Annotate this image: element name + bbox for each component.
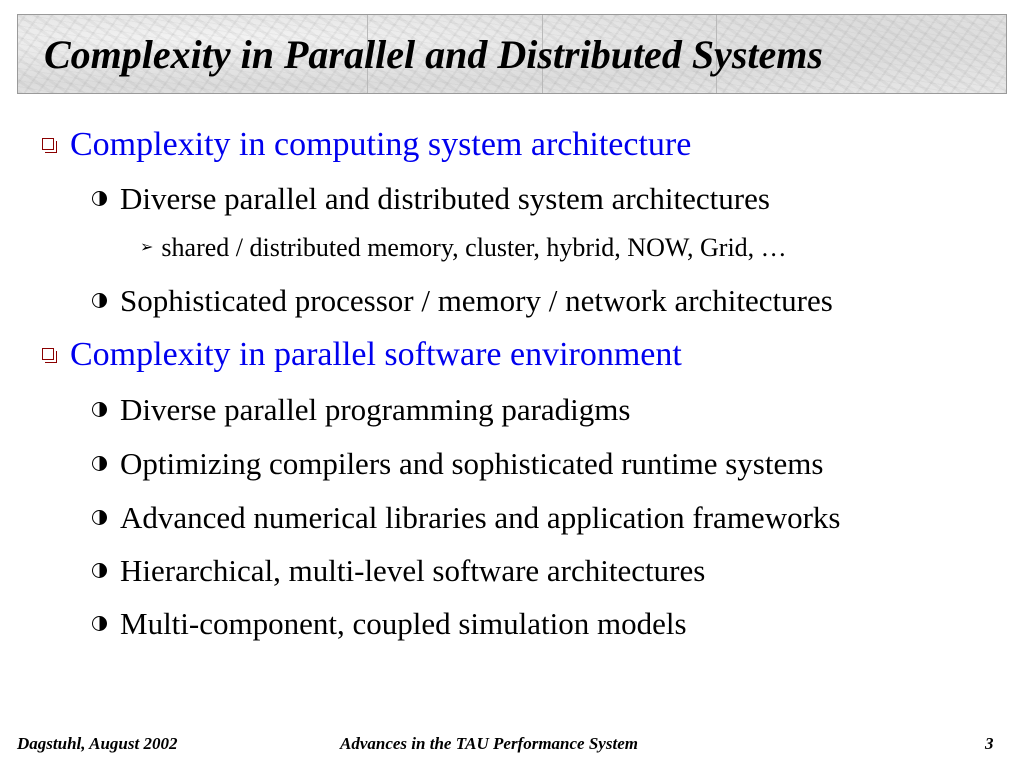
footer-center: Advances in the TAU Performance System	[340, 734, 638, 753]
bullet-text: Hierarchical, multi-level software architectures	[120, 553, 706, 588]
bullet-text: Complexity in parallel software environment	[70, 336, 682, 373]
bullet-item-level1	[42, 338, 682, 372]
bullet-item-level2	[92, 183, 770, 214]
bullet-text: Complexity in computing system architecture	[70, 126, 692, 163]
bullet-item-level1	[42, 128, 691, 162]
circle-bullet-icon	[92, 456, 107, 471]
circle-bullet-icon	[92, 293, 107, 308]
bullet-text: Optimizing compilers and sophisticated runtime systems	[120, 446, 824, 481]
bullet-item-level3	[140, 235, 787, 261]
bullet-item-level2	[92, 285, 833, 316]
footer-page-number: 3	[985, 734, 994, 753]
bullet-text: shared / distributed memory, cluster, hybrid, NOW, Grid, …	[161, 233, 787, 262]
bullet-item-level2	[92, 555, 705, 586]
bullet-text: Advanced numerical libraries and application frameworks	[120, 500, 841, 535]
arrowhead-bullet-icon: ➢	[140, 237, 154, 257]
bullet-text: Multi-component, coupled simulation models	[120, 606, 687, 641]
circle-bullet-icon	[92, 191, 107, 206]
bullet-item-level2	[92, 502, 840, 533]
circle-bullet-icon	[92, 616, 107, 631]
footer-left: Dagstuhl, August 2002	[17, 734, 178, 753]
slide-title: Complexity in Parallel and Distributed Systems	[44, 32, 823, 77]
bullet-text: Sophisticated processor / memory / network architectures	[120, 283, 833, 318]
bullet-item-level2	[92, 608, 687, 639]
square-bullet-icon	[42, 348, 54, 360]
bullet-text: Diverse parallel and distributed system architectures	[120, 181, 770, 216]
bullet-text: Diverse parallel programming paradigms	[120, 392, 631, 427]
bullet-item-level2	[92, 394, 630, 425]
circle-bullet-icon	[92, 510, 107, 525]
circle-bullet-icon	[92, 402, 107, 417]
circle-bullet-icon	[92, 563, 107, 578]
bullet-item-level2	[92, 448, 823, 479]
square-bullet-icon	[42, 138, 54, 150]
